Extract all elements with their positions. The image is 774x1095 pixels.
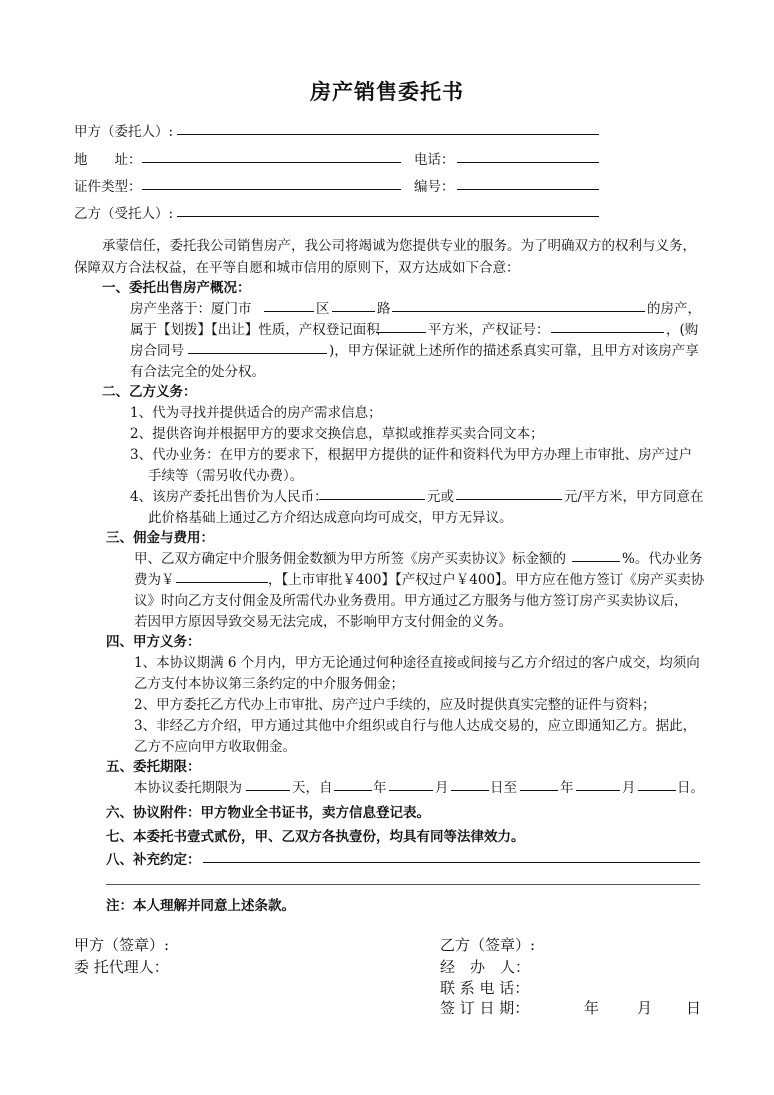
s1-text: 有合法完全的处分权。	[130, 364, 265, 380]
s2-item: 元或	[427, 489, 454, 505]
s5-text: 日。	[677, 780, 704, 796]
s4-item: 3、非经乙方介绍，甲方通过其他中介组织或自行与他人达成交易的，应立即通知乙方。据此，	[134, 718, 697, 734]
phone-label: 电话：	[414, 152, 455, 168]
s3-text: 费为￥	[134, 572, 175, 588]
supplement-field-line-2[interactable]	[106, 884, 700, 885]
sign-date-month: 月	[637, 999, 653, 1017]
section-5-heading: 五、委托期限：	[106, 759, 201, 775]
section-3-heading: 三、佣金与费用：	[106, 530, 214, 546]
s1-text: )，甲方保证就上述所作的描述系真实可靠，且甲方对该房产享	[329, 343, 699, 359]
s1-text: 路	[377, 301, 391, 317]
party-b-label: 乙方（受托人）:	[74, 206, 174, 222]
number-label: 编号：	[414, 179, 455, 195]
party-b-seal-label: 乙方（签章）:	[440, 936, 536, 954]
party-a-seal-label: 甲方（签章）:	[74, 936, 170, 954]
section-6: 六、协议附件：甲方物业全书证书，卖方信息登记表。	[106, 805, 430, 821]
s1-text: 平方米，产权证号：	[428, 322, 550, 338]
party-b-field[interactable]	[177, 216, 599, 217]
s1-text: 属于【划拨】【出让】性质，产权登记面积	[130, 322, 380, 338]
start-month-field[interactable]	[389, 790, 433, 791]
road-field[interactable]	[332, 311, 375, 312]
supplement-field[interactable]	[203, 862, 700, 863]
end-month-field[interactable]	[576, 790, 620, 791]
s3-text: 议》时向乙方支付佣金及所需代办业务费用。甲方通过乙方服务与他方签订房产买卖协议后，	[134, 593, 688, 609]
s4-item: 乙方不应向甲方收取佣金。	[134, 739, 296, 755]
start-year-field[interactable]	[334, 790, 372, 791]
s2-item: 元/平方米，甲方同意在	[564, 489, 704, 505]
s3-text: ，【上市审批￥400】【产权过户￥400】。甲方应在他方签订《房产买卖协	[268, 572, 705, 588]
s5-text: 年	[373, 780, 387, 796]
s4-item: 2、甲方委托乙方代办上市审批、房产过户手续的，应及时提供真实完整的证件与资料；	[134, 697, 656, 713]
cert-number-field[interactable]	[551, 332, 664, 333]
s1-text: 区	[316, 301, 330, 317]
number-field[interactable]	[457, 189, 599, 190]
section-7: 七、本委托书壹式贰份，甲、乙双方各执壹份，均具有同等法律效力。	[106, 829, 525, 845]
s4-item: 乙方支付本协议第三条约定的中介服务佣金；	[134, 676, 404, 692]
intro-line-2: 保障双方合法权益，在平等自愿和城市信用的原则下，双方达成如下合意：	[74, 260, 520, 276]
unit-price-field[interactable]	[456, 499, 562, 500]
sign-date-year: 年	[584, 999, 600, 1017]
section-8-heading: 八、补充约定：	[106, 852, 201, 868]
start-day-field[interactable]	[451, 790, 489, 791]
term-days-field[interactable]	[246, 790, 290, 791]
s5-text: 本协议委托期限为	[134, 780, 242, 796]
s3-text: 甲、乙双方确定中介服务佣金数额为甲方所签《房产买卖协议》标金额的	[134, 551, 566, 567]
property-address-field[interactable]	[392, 311, 645, 312]
s5-text: 日至	[490, 780, 517, 796]
s2-item: 手续等（需另收代办费）。	[148, 468, 304, 484]
end-day-field[interactable]	[638, 790, 676, 791]
intro-line-1: 承蒙信任，委托我公司销售房产，我公司将竭诚为您提供专业的服务。为了明确双方的权利与义务，	[102, 238, 696, 254]
note: 注：本人理解并同意上述条款。	[106, 898, 295, 914]
s1-text: 房合同号	[130, 343, 184, 359]
s5-text: 月	[622, 780, 636, 796]
section-4-heading: 四、甲方义务：	[106, 634, 201, 650]
id-type-label: 证件类型：	[74, 179, 142, 195]
s5-text: 天，自	[292, 780, 333, 796]
section-2-heading: 二、乙方义务：	[102, 384, 197, 400]
s1-text: 房产坐落于：厦门市	[130, 301, 252, 317]
s4-item: 1、本协议期满 6 个月内，甲方无论通过何种途径直接或间接与乙方介绍过的客户成交，均须向	[134, 655, 700, 671]
s1-text: ，(购	[666, 322, 699, 338]
sign-date-label: 签 订 日 期：	[440, 999, 530, 1017]
purchase-contract-field[interactable]	[188, 353, 327, 354]
document-title: 房产销售委托书	[310, 80, 464, 104]
s2-item: 3、代办业务：在甲方的要求下，根据甲方提供的证件和资料代为甲方办理上市审批、房产过户	[130, 447, 693, 463]
phone-field[interactable]	[457, 162, 599, 163]
party-b-phone-label: 联 系 电 话：	[440, 979, 530, 997]
agency-fee-field[interactable]	[176, 582, 268, 583]
sign-date-day: 日	[686, 999, 702, 1017]
s2-item: 1、代为寻找并提供适合的房产需求信息；	[130, 405, 382, 421]
s5-text: 年	[560, 780, 574, 796]
id-type-field[interactable]	[142, 189, 401, 190]
s5-text: 月	[435, 780, 449, 796]
address-label: 地 址：	[74, 152, 142, 168]
party-a-field[interactable]	[177, 134, 599, 135]
party-a-label: 甲方（委托人）:	[74, 124, 174, 140]
end-year-field[interactable]	[520, 790, 558, 791]
commission-rate-field[interactable]	[572, 561, 620, 562]
party-b-handler-label: 经 办 人：	[440, 958, 531, 976]
section-1-heading: 一、委托出售房产概况：	[102, 280, 251, 296]
s2-item: 4、该房产委托出售价为人民币：	[130, 489, 328, 505]
price-field[interactable]	[319, 499, 425, 500]
s2-item: 此价格基础上通过乙方介绍达成意向均可成交，甲方无异议。	[148, 510, 513, 526]
district-field[interactable]	[264, 311, 314, 312]
s2-item: 2、提供咨询并根据甲方的要求交换信息，草拟或推荐买卖合同文本；	[130, 426, 544, 442]
party-a-agent-label: 委 托代理人：	[74, 958, 169, 976]
s1-text: 的房产，	[647, 301, 701, 317]
s3-text: %。代办业务	[622, 551, 703, 567]
s3-text: 若因甲方原因导致交易无法完成，不影响甲方支付佣金的义务。	[134, 614, 512, 630]
area-field[interactable]	[376, 332, 426, 333]
address-field[interactable]	[142, 162, 401, 163]
